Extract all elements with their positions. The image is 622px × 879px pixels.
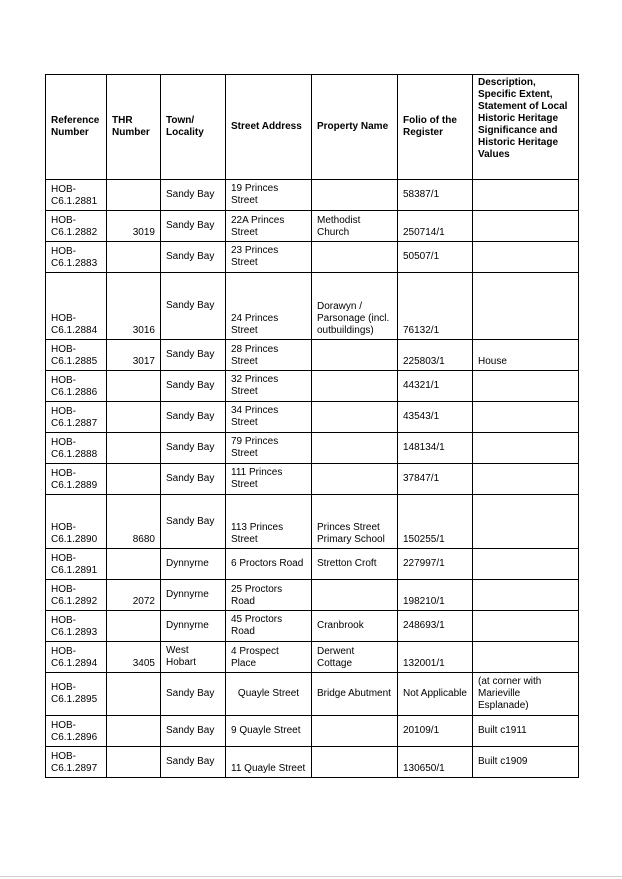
- cell-reference-number: HOB-C6.1.2882: [46, 211, 107, 242]
- cell-town-locality: Sandy Bay: [161, 273, 226, 340]
- table-row: [46, 549, 579, 580]
- cell-folio: 44321/1: [398, 371, 473, 402]
- table-row: [46, 402, 579, 433]
- cell-description: [473, 642, 579, 673]
- cell-reference-number: HOB-C6.1.2886: [46, 371, 107, 402]
- table-row: [46, 495, 579, 549]
- cell-description: (at corner with Marieville Esplanade): [473, 673, 579, 716]
- cell-property-name: Bridge Abutment: [312, 673, 398, 716]
- cell-property-name: [312, 433, 398, 464]
- cell-property-name: [312, 180, 398, 211]
- cell-street-address: 113 Princes Street: [226, 495, 312, 549]
- cell-reference-number: HOB-C6.1.2889: [46, 464, 107, 495]
- cell-folio: 76132/1: [398, 273, 473, 340]
- cell-property-name: [312, 242, 398, 273]
- header-folio: Folio of the Register: [398, 75, 473, 180]
- cell-property-name: [312, 464, 398, 495]
- cell-thr-number: [107, 402, 161, 433]
- cell-town-locality: Sandy Bay: [161, 747, 226, 778]
- heritage-table: [45, 74, 579, 778]
- cell-description: [473, 464, 579, 495]
- header-street-address: Street Address: [226, 75, 312, 180]
- table-row: [46, 242, 579, 273]
- cell-folio: 58387/1: [398, 180, 473, 211]
- cell-street-address: 25 Proctors Road: [226, 580, 312, 611]
- cell-description: Built c1911: [473, 716, 579, 747]
- header-property-name: Property Name: [312, 75, 398, 180]
- cell-folio: 250714/1: [398, 211, 473, 242]
- cell-folio: 50507/1: [398, 242, 473, 273]
- cell-property-name: Derwent Cottage: [312, 642, 398, 673]
- table-row: [46, 611, 579, 642]
- cell-town-locality: Sandy Bay: [161, 464, 226, 495]
- cell-reference-number: HOB-C6.1.2884: [46, 273, 107, 340]
- cell-street-address: 45 Proctors Road: [226, 611, 312, 642]
- cell-thr-number: [107, 433, 161, 464]
- cell-property-name: [312, 747, 398, 778]
- cell-description: [473, 611, 579, 642]
- cell-description: [473, 180, 579, 211]
- cell-property-name: [312, 402, 398, 433]
- table-header-row: [46, 75, 579, 180]
- header-reference-number: Reference Number: [46, 75, 107, 180]
- cell-reference-number: HOB-C6.1.2896: [46, 716, 107, 747]
- cell-thr-number: 3016: [107, 273, 161, 340]
- cell-thr-number: [107, 242, 161, 273]
- cell-town-locality: Dynnyrne: [161, 549, 226, 580]
- cell-town-locality: Sandy Bay: [161, 495, 226, 549]
- table-row: [46, 642, 579, 673]
- cell-description: [473, 273, 579, 340]
- cell-description: [473, 211, 579, 242]
- cell-reference-number: HOB-C6.1.2888: [46, 433, 107, 464]
- cell-thr-number: 3017: [107, 340, 161, 371]
- cell-town-locality: Sandy Bay: [161, 180, 226, 211]
- cell-folio: 225803/1: [398, 340, 473, 371]
- cell-folio: 43543/1: [398, 402, 473, 433]
- cell-town-locality: Sandy Bay: [161, 673, 226, 716]
- cell-town-locality: Sandy Bay: [161, 211, 226, 242]
- cell-folio: 37847/1: [398, 464, 473, 495]
- table-row: [46, 180, 579, 211]
- cell-street-address: 28 Princes Street: [226, 340, 312, 371]
- cell-street-address: Quayle Street: [226, 673, 312, 716]
- cell-folio: 132001/1: [398, 642, 473, 673]
- cell-street-address: 111 Princes Street: [226, 464, 312, 495]
- cell-description: [473, 580, 579, 611]
- cell-reference-number: HOB-C6.1.2892: [46, 580, 107, 611]
- heritage-register-page: [45, 74, 578, 778]
- cell-description: [473, 433, 579, 464]
- cell-town-locality: Sandy Bay: [161, 402, 226, 433]
- cell-street-address: 23 Princes Street: [226, 242, 312, 273]
- table-row: [46, 716, 579, 747]
- cell-description: Built c1909: [473, 747, 579, 778]
- cell-folio: 150255/1: [398, 495, 473, 549]
- cell-description: [473, 495, 579, 549]
- header-description: Description, Specific Extent, Statement of Local Historic Heritage Significance and Historic Heritage Values: [473, 75, 579, 180]
- cell-town-locality: Sandy Bay: [161, 242, 226, 273]
- cell-description: House: [473, 340, 579, 371]
- table-row: [46, 433, 579, 464]
- cell-reference-number: HOB-C6.1.2894: [46, 642, 107, 673]
- cell-thr-number: [107, 673, 161, 716]
- cell-reference-number: HOB-C6.1.2887: [46, 402, 107, 433]
- cell-thr-number: [107, 371, 161, 402]
- cell-property-name: Stretton Croft: [312, 549, 398, 580]
- cell-street-address: 9 Quayle Street: [226, 716, 312, 747]
- header-thr-number: THR Number: [107, 75, 161, 180]
- cell-reference-number: HOB-C6.1.2885: [46, 340, 107, 371]
- cell-reference-number: HOB-C6.1.2881: [46, 180, 107, 211]
- cell-town-locality: Sandy Bay: [161, 340, 226, 371]
- table-row: [46, 464, 579, 495]
- cell-description: [473, 371, 579, 402]
- cell-street-address: 22A Princes Street: [226, 211, 312, 242]
- cell-town-locality: Sandy Bay: [161, 433, 226, 464]
- table-row: [46, 747, 579, 778]
- cell-property-name: Cranbrook: [312, 611, 398, 642]
- cell-folio: Not Applicable: [398, 673, 473, 716]
- header-town-locality: Town/ Locality: [161, 75, 226, 180]
- cell-street-address: 79 Princes Street: [226, 433, 312, 464]
- cell-thr-number: [107, 716, 161, 747]
- cell-thr-number: 8680: [107, 495, 161, 549]
- cell-thr-number: 2072: [107, 580, 161, 611]
- cell-reference-number: HOB-C6.1.2893: [46, 611, 107, 642]
- cell-folio: 148134/1: [398, 433, 473, 464]
- cell-street-address: 34 Princes Street: [226, 402, 312, 433]
- cell-description: [473, 549, 579, 580]
- table-row: [46, 273, 579, 340]
- cell-folio: 248693/1: [398, 611, 473, 642]
- cell-street-address: 6 Proctors Road: [226, 549, 312, 580]
- cell-thr-number: [107, 611, 161, 642]
- table-row: [46, 371, 579, 402]
- table-body: [46, 180, 579, 778]
- table-row: [46, 211, 579, 242]
- cell-property-name: [312, 716, 398, 747]
- cell-description: [473, 242, 579, 273]
- cell-street-address: 4 Prospect Place: [226, 642, 312, 673]
- cell-street-address: 11 Quayle Street: [226, 747, 312, 778]
- cell-town-locality: Dynnyrne: [161, 611, 226, 642]
- table-row: [46, 673, 579, 716]
- cell-property-name: [312, 580, 398, 611]
- cell-folio: 198210/1: [398, 580, 473, 611]
- cell-town-locality: Sandy Bay: [161, 716, 226, 747]
- cell-property-name: Methodist Church: [312, 211, 398, 242]
- cell-reference-number: HOB-C6.1.2890: [46, 495, 107, 549]
- cell-thr-number: 3405: [107, 642, 161, 673]
- page-footer-line: [0, 876, 622, 877]
- cell-folio: 130650/1: [398, 747, 473, 778]
- table-row: [46, 580, 579, 611]
- cell-reference-number: HOB-C6.1.2891: [46, 549, 107, 580]
- cell-thr-number: [107, 464, 161, 495]
- cell-description: [473, 402, 579, 433]
- cell-reference-number: HOB-C6.1.2883: [46, 242, 107, 273]
- cell-thr-number: [107, 747, 161, 778]
- cell-property-name: Dorawyn / Parsonage (incl. outbuildings): [312, 273, 398, 340]
- cell-street-address: 19 Princes Street: [226, 180, 312, 211]
- cell-reference-number: HOB-C6.1.2897: [46, 747, 107, 778]
- cell-folio: 227997/1: [398, 549, 473, 580]
- table-row: [46, 340, 579, 371]
- cell-thr-number: 3019: [107, 211, 161, 242]
- cell-thr-number: [107, 180, 161, 211]
- cell-folio: 20109/1: [398, 716, 473, 747]
- cell-town-locality: Sandy Bay: [161, 371, 226, 402]
- cell-reference-number: HOB-C6.1.2895: [46, 673, 107, 716]
- cell-property-name: [312, 371, 398, 402]
- cell-street-address: 24 Princes Street: [226, 273, 312, 340]
- cell-thr-number: [107, 549, 161, 580]
- cell-town-locality: West Hobart: [161, 642, 226, 673]
- cell-property-name: [312, 340, 398, 371]
- cell-street-address: 32 Princes Street: [226, 371, 312, 402]
- cell-property-name: Princes Street Primary School: [312, 495, 398, 549]
- cell-town-locality: Dynnyrne: [161, 580, 226, 611]
